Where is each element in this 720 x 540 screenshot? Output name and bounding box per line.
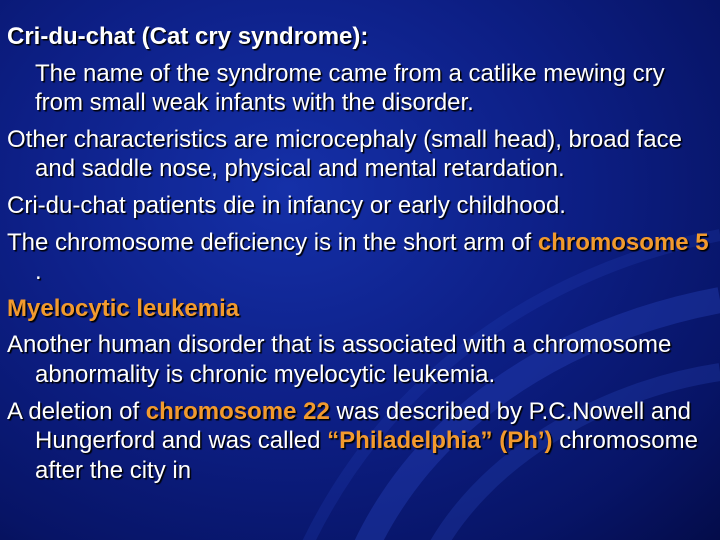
deficiency-prefix: The chromosome deficiency is in the short arm of [7,228,538,256]
deletion-highlight-philadelphia: “Philadelphia” (Ph’) [327,427,553,455]
deletion-middle: was described by P.C.Nowell and Hungerford and was called [35,397,691,455]
paragraph-another [7,330,713,389]
paragraph-deletion [7,397,713,486]
paragraph-deficiency [7,228,713,287]
slide-body [7,22,713,492]
paragraph-name-origin-text: The name of the syndrome came from a catlike mewing cry from small weak infants with the disorder. [35,59,665,117]
paragraph-die-text: Cri-du-chat patients die in infancy or early childhood. [7,191,566,219]
deletion-highlight: chromosome 22 [145,397,330,425]
deficiency-highlight: chromosome 5 [537,228,709,256]
paragraph-characteristics-text: Other characteristics are microcephaly (small head), broad face and saddle nose, physical and mental retardation. [7,125,682,183]
heading-cri-du-chat-text: Cri-du-chat (Cat cry syndrome): [7,23,369,50]
deletion-prefix: A deletion of [7,397,146,425]
deficiency-suffix: . [35,258,42,286]
paragraph-name-origin [7,59,713,118]
heading-cri-du-chat [7,22,713,52]
heading-myelocytic-text: Myelocytic leukemia [7,294,240,322]
paragraph-another-text: Another human disorder that is associated with a chromosome abnormality is chronic myelocytic leukemia. [7,331,672,388]
heading-myelocytic-leukemia [7,294,713,324]
deletion-suffix: chromosome after the city in [35,427,698,484]
paragraph-die [7,191,713,221]
paragraph-characteristics [7,125,713,184]
